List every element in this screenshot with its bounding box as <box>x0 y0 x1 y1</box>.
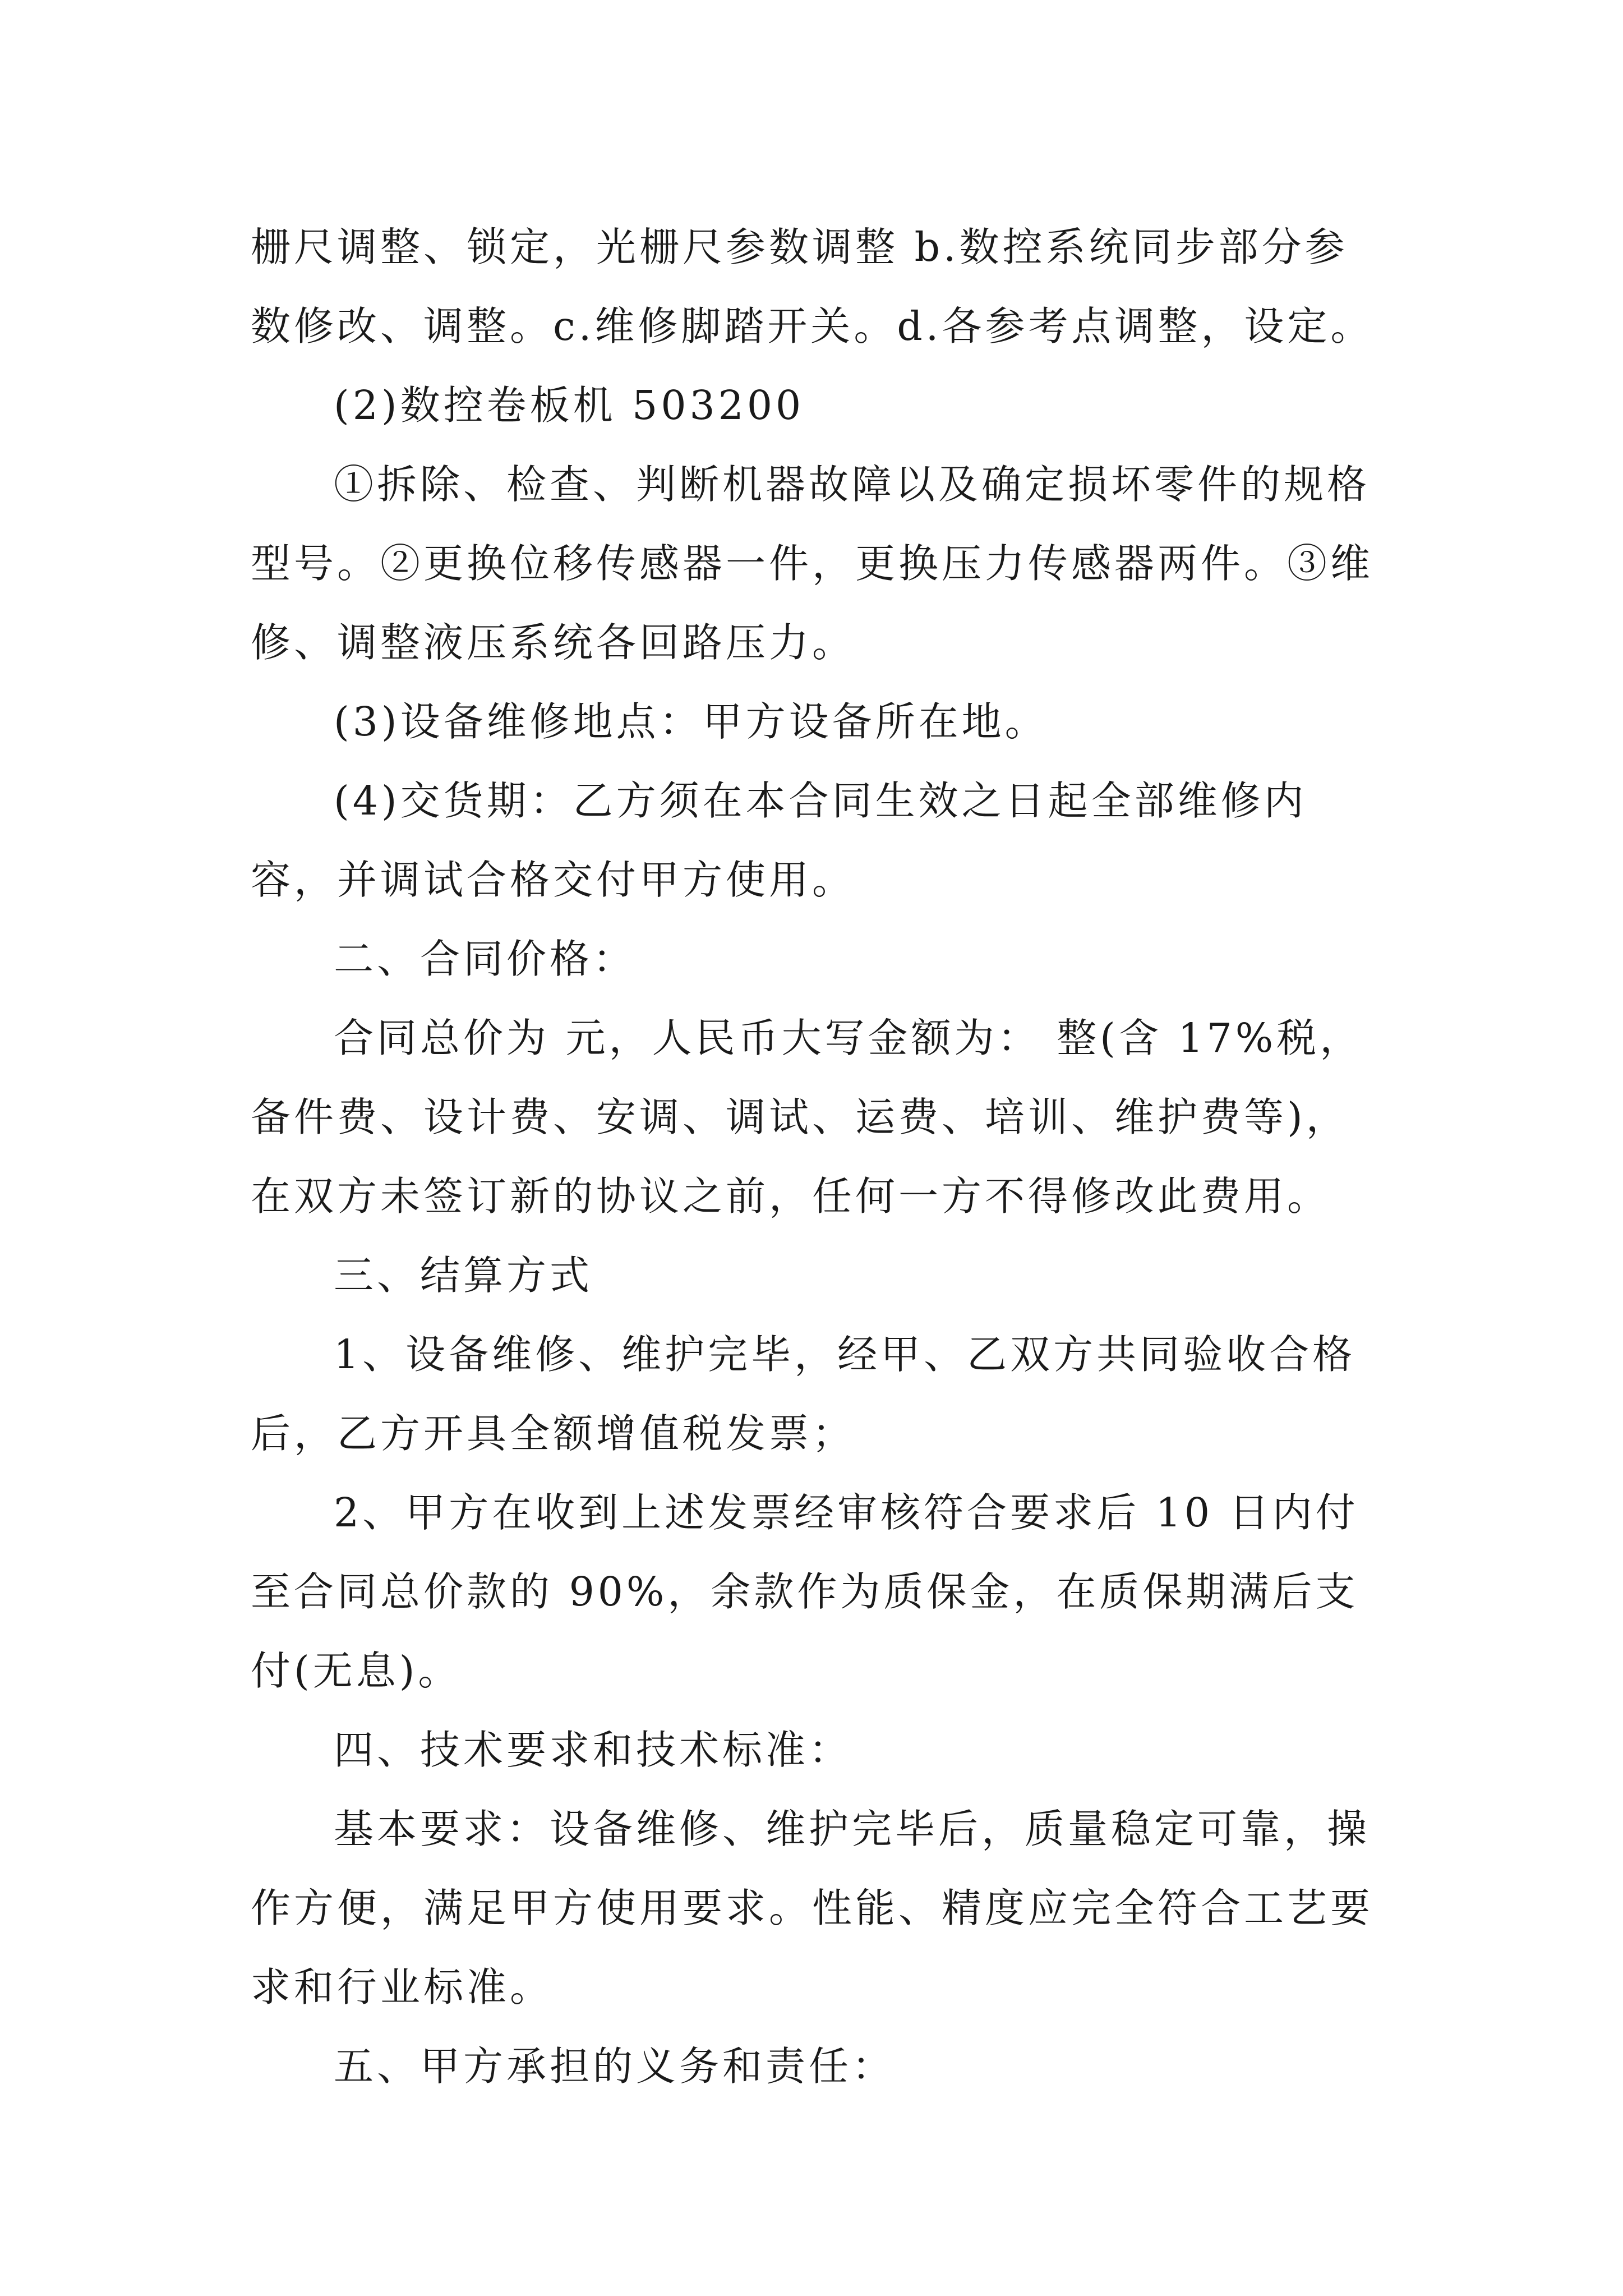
section-heading-technical-requirements: 四、技术要求和技术标准： <box>334 1727 852 1773</box>
paragraph-delivery-period: (4)交货期：乙方须在本合同生效之日起全部维修内容，并调试合格交付甲方使用。 <box>251 777 1307 903</box>
section-heading-party-a-obligations: 五、甲方承担的义务和责任： <box>334 2043 896 2090</box>
section-heading-settlement: 三、结算方式 <box>334 1252 593 1299</box>
paragraph-grating-adjustment: 栅尺调整、锁定，光栅尺参数调整 b.数控系统同步部分参数修改、调整。c.维修脚踏开关。d.各参考点调整，设定。 <box>251 224 1374 349</box>
paragraph-cnc-roller-heading: (2)数控卷板机 503200 <box>334 382 805 429</box>
paragraph-settlement-1: 1、设备维修、维护完毕，经甲、乙双方共同验收合格后，乙方开具全额增值税发票； <box>251 1331 1356 1457</box>
paragraph-settlement-2: 2、甲方在收到上述发票经审核符合要求后 10 日内付至合同总价款的 90%，余款作为质保金，在质保期满后支付(无息)。 <box>251 1489 1359 1694</box>
paragraph-contract-price: 合同总价为 元，人民币大写金额为： 整(含 17%税，备件费、设计费、安调、调试、运费、培训、维护费等)，在双方未签订新的协议之前，任何一方不得修改此费用。 <box>251 1015 1363 1220</box>
section-heading-contract-price: 二、合同价格： <box>334 936 637 982</box>
paragraph-basic-requirements: 基本要求：设备维修、维护完毕后，质量稳定可靠，操作方便，满足甲方使用要求。性能、精度应完全符合工艺要求和行业标准。 <box>251 1806 1374 2010</box>
paragraph-repair-location: (3)设备维修地点：甲方设备所在地。 <box>334 698 1048 745</box>
document-body <box>251 208 1389 2106</box>
paragraph-roller-repair-items: ①拆除、检查、判断机器故障以及确定损坏零件的规格型号。②更换位移传感器一件，更换压力传感器两件。③维修、调整液压系统各回路压力。 <box>251 461 1374 666</box>
